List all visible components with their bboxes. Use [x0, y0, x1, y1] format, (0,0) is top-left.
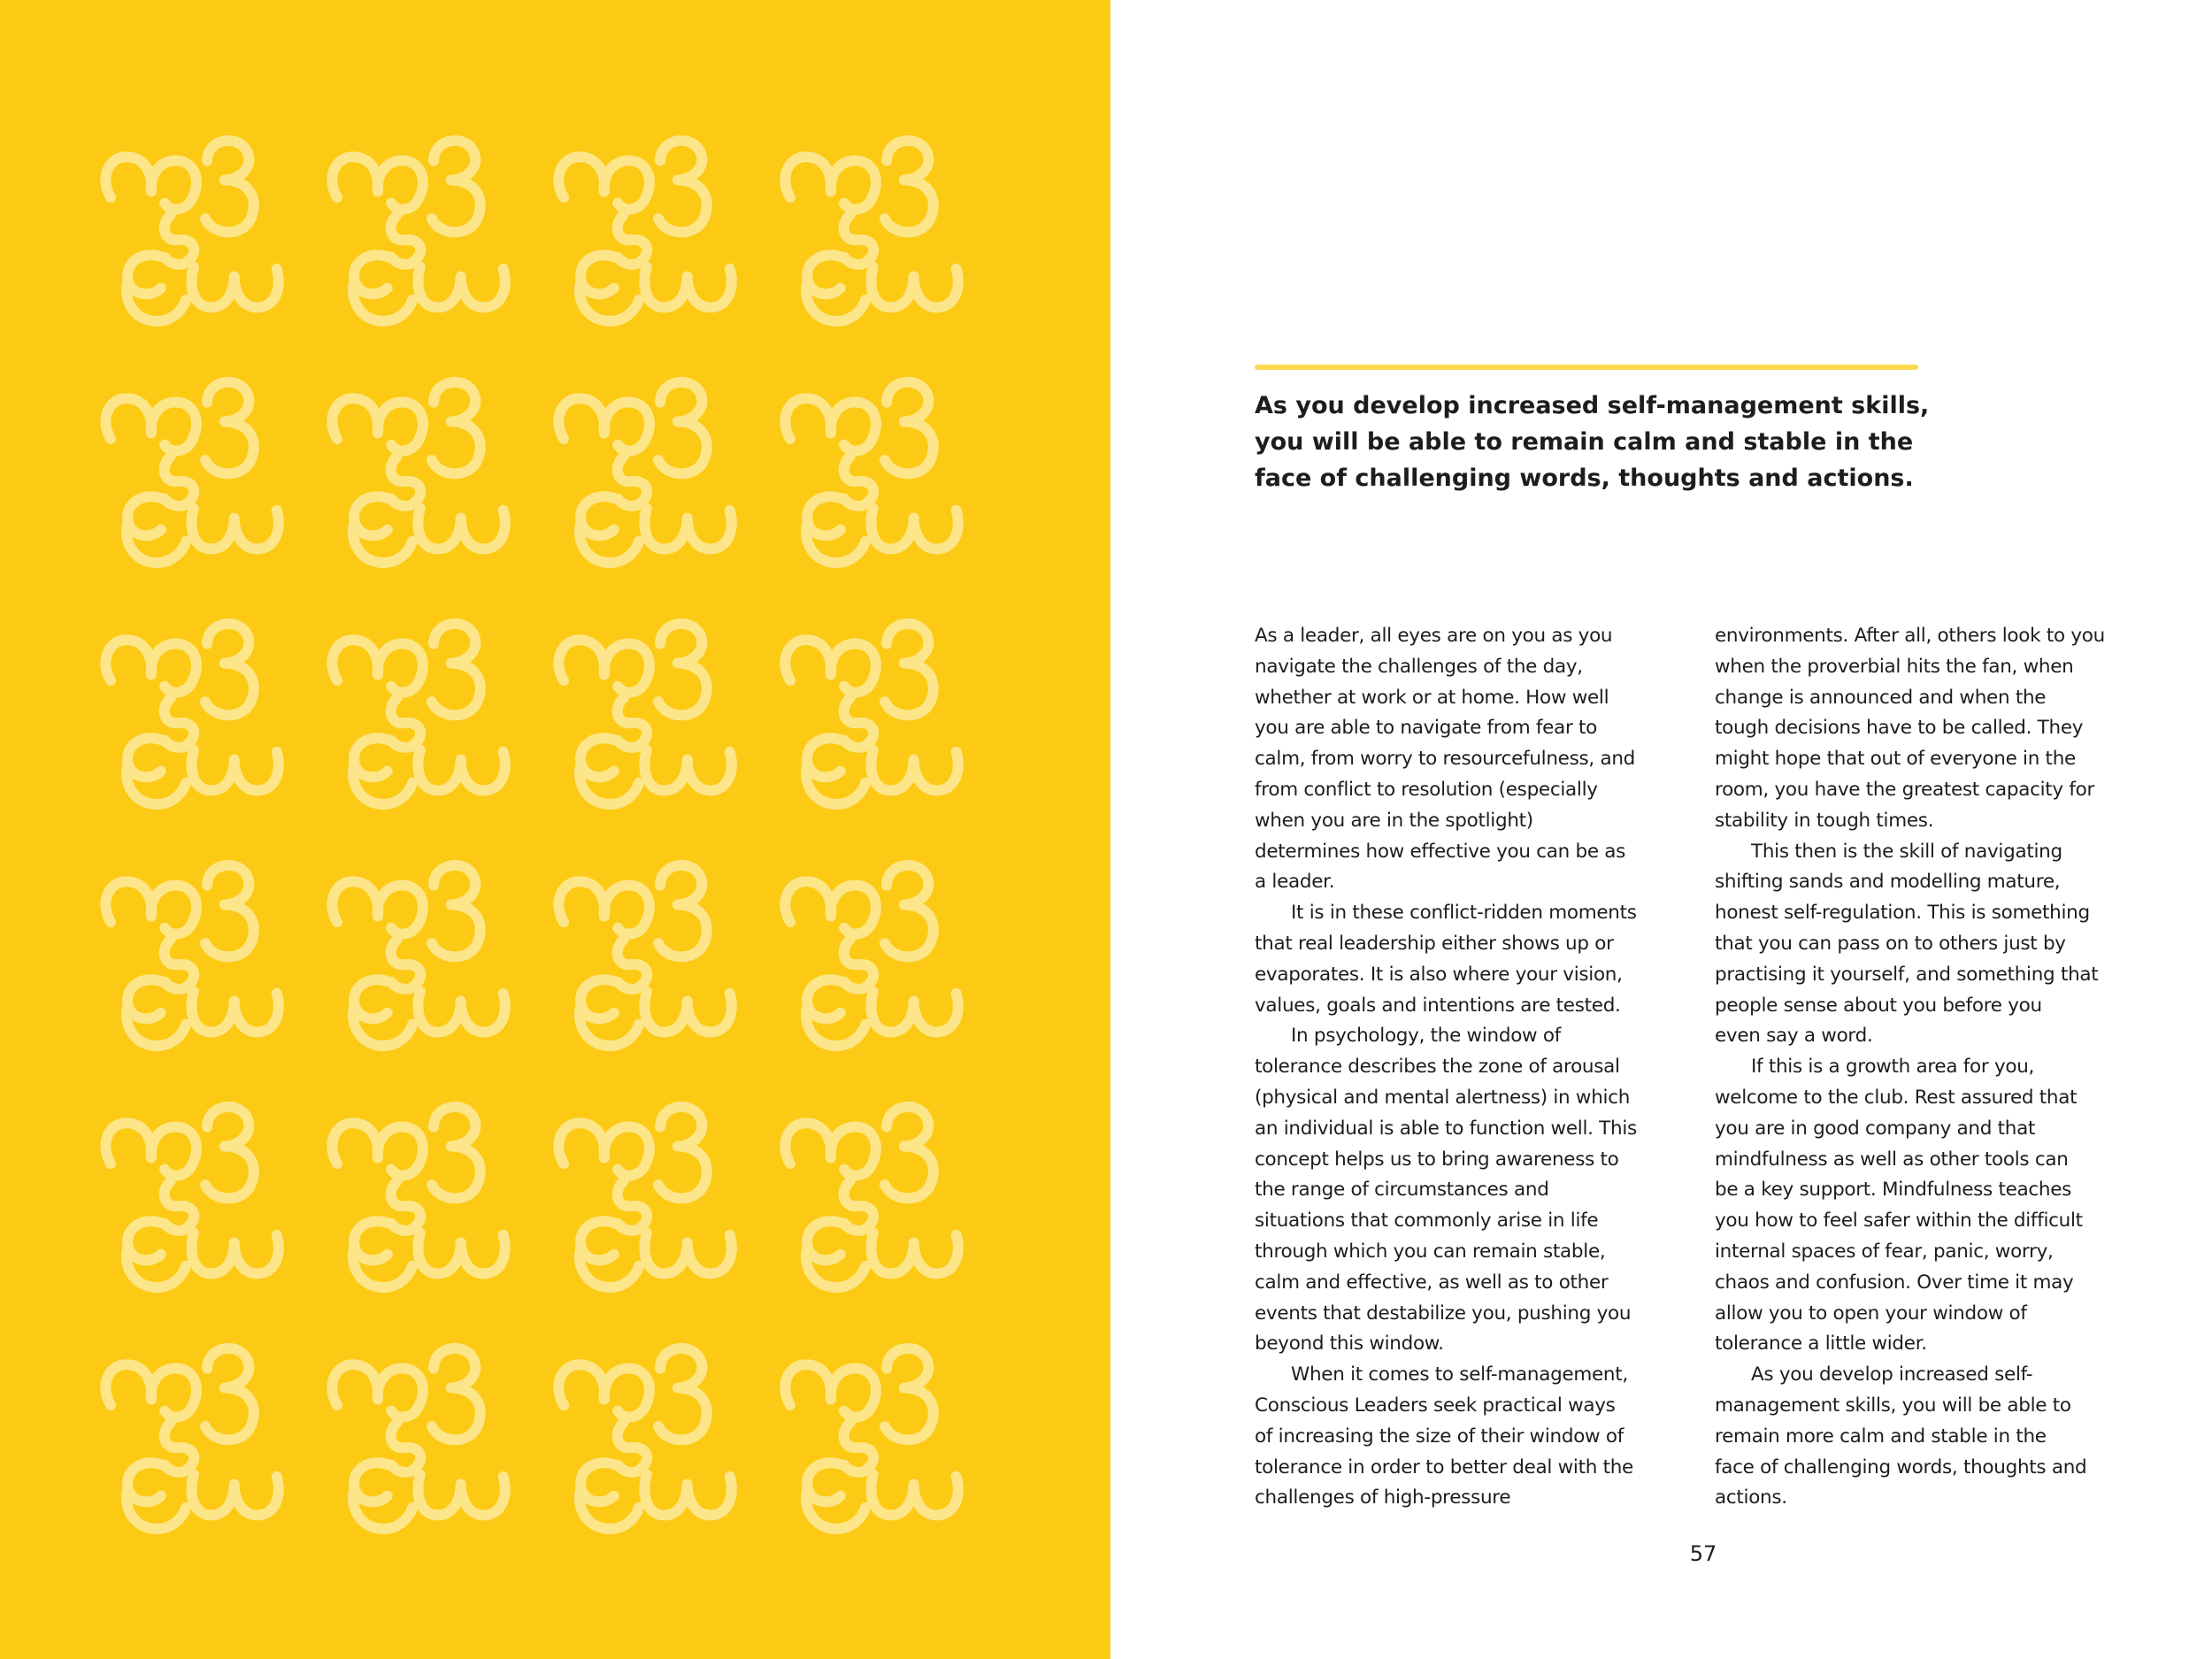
glyph-stroke: [558, 1123, 649, 1175]
glyph-stroke: [332, 1364, 423, 1417]
glyph-stroke: [105, 1123, 196, 1175]
glyph-stroke: [205, 624, 254, 715]
interlocking-glyph-icon: [541, 605, 754, 818]
glyph-stroke: [165, 215, 195, 265]
body-column-right: [1715, 621, 2131, 1514]
text-line: the range of circumstances and: [1255, 1179, 1549, 1202]
glyph-stroke: [432, 141, 480, 232]
interlocking-glyph-icon: [768, 122, 980, 334]
text-line: an individual is able to function well. This: [1255, 1117, 1637, 1140]
interlocking-glyph-icon: [768, 847, 980, 1059]
interlocking-glyph-icon: [88, 1088, 301, 1301]
glyph-stroke: [205, 1348, 254, 1440]
glyph-stroke: [105, 881, 196, 933]
glyph-stroke: [391, 1423, 421, 1472]
glyph-stroke: [191, 509, 278, 549]
glyph-stroke: [871, 1475, 957, 1516]
glyph-stroke: [618, 698, 648, 748]
glyph-stroke: [785, 1364, 876, 1417]
glyph-stroke: [658, 141, 707, 232]
glyph-stroke: [191, 267, 278, 308]
text-line: when you are in the spotlight): [1255, 809, 1533, 832]
paragraph: [1715, 621, 2131, 837]
glyph-stroke: [785, 1123, 876, 1175]
glyph-stroke: [618, 1423, 648, 1472]
text-line: internal spaces of fear, panic, worry,: [1715, 1240, 2054, 1263]
text-line: face of challenging words, thoughts and: [1715, 1455, 2087, 1479]
text-line: events that destabilize you, pushing you: [1255, 1302, 1632, 1325]
interlocking-glyph-icon: [768, 1088, 980, 1301]
text-line: This then is the skill of navigating: [1751, 840, 2062, 863]
text-line: from conflict to resolution (especially: [1255, 778, 1598, 801]
glyph-stroke: [844, 1181, 874, 1231]
interlocking-glyph-icon: [88, 847, 301, 1059]
glyph-stroke: [205, 141, 254, 232]
text-line: you are able to navigate from fear to: [1255, 717, 1598, 740]
glyph-stroke: [205, 865, 254, 956]
paragraph: [1255, 621, 1679, 898]
interlocking-glyph-icon: [768, 605, 980, 818]
text-line: determines how effective you can be as: [1255, 840, 1626, 863]
text-line: you are in good company and that: [1715, 1117, 2036, 1140]
glyph-stroke: [558, 157, 649, 209]
pull-quote-line: face of challenging words, thoughts and actions.: [1255, 465, 1914, 492]
interlocking-glyph-icon: [88, 605, 301, 818]
glyph-stroke: [105, 1364, 196, 1417]
text-line: actions.: [1715, 1486, 1787, 1509]
text-line: tough decisions have to be called. They: [1715, 717, 2084, 740]
glyph-stroke: [844, 457, 874, 506]
glyph-stroke: [558, 1364, 649, 1417]
text-line: When it comes to self-management,: [1291, 1363, 1628, 1386]
text-line: stability in tough times.: [1715, 809, 1934, 832]
glyph-stroke: [618, 1181, 648, 1231]
text-line: beyond this window.: [1255, 1333, 1444, 1356]
glyph-stroke: [644, 750, 731, 791]
interlocking-glyph-icon: [541, 122, 754, 334]
glyph-stroke: [871, 509, 957, 549]
text-line: management skills, you will be able to: [1715, 1394, 2071, 1417]
glyph-stroke: [618, 215, 648, 265]
text-line: If this is a growth area for you,: [1751, 1056, 2035, 1079]
glyph-stroke: [432, 382, 480, 473]
glyph-stroke: [658, 1107, 707, 1198]
text-line: situations that commonly arise in life: [1255, 1210, 1599, 1233]
glyph-stroke: [165, 940, 195, 989]
glyph-stroke: [418, 267, 504, 308]
glyph-stroke: [871, 267, 957, 308]
glyph-stroke: [332, 881, 423, 933]
text-line: that real leadership either shows up or: [1255, 932, 1614, 955]
glyph-stroke: [558, 398, 649, 450]
interlocking-glyph-icon: [88, 1330, 301, 1542]
accent-rule: [1255, 365, 1918, 370]
glyph-stroke: [785, 881, 876, 933]
glyph-stroke: [844, 1423, 874, 1472]
glyph-stroke: [332, 157, 423, 209]
glyph-stroke: [105, 640, 196, 692]
text-line: calm and effective, as well as to other: [1255, 1271, 1609, 1294]
text-line: navigate the challenges of the day,: [1255, 655, 1583, 678]
glyph-stroke: [844, 215, 874, 265]
glyph-stroke: [418, 1233, 504, 1274]
text-line: when the proverbial hits the fan, when: [1715, 655, 2074, 678]
glyph-stroke: [391, 215, 421, 265]
text-line: tolerance describes the zone of arousal: [1255, 1056, 1620, 1079]
glyph-stroke: [785, 640, 876, 692]
paragraph: [1715, 1052, 2131, 1360]
glyph-stroke: [558, 640, 649, 692]
glyph-stroke: [165, 457, 195, 506]
glyph-stroke: [658, 382, 707, 473]
glyph-stroke: [644, 1475, 731, 1516]
text-line: welcome to the club. Rest assured that: [1715, 1086, 2078, 1109]
text-line: As a leader, all eyes are on you as you: [1255, 625, 1613, 647]
glyph-stroke: [432, 1348, 480, 1440]
text-line: evaporates. It is also where your vision,: [1255, 963, 1623, 986]
text-line: of increasing the size of their window of: [1255, 1425, 1624, 1448]
glyph-stroke: [644, 267, 731, 308]
text-line: a leader.: [1255, 871, 1335, 894]
glyph-stroke: [785, 398, 876, 450]
glyph-stroke: [785, 157, 876, 209]
glyph-stroke: [871, 992, 957, 1033]
text-line: practising it yourself, and something that: [1715, 963, 2099, 986]
glyph-stroke: [418, 750, 504, 791]
glyph-stroke: [205, 1107, 254, 1198]
text-line: Conscious Leaders seek practical ways: [1255, 1394, 1616, 1417]
text-line: might hope that out of everyone in the: [1715, 748, 2076, 771]
glyph-stroke: [871, 750, 957, 791]
glyph-stroke: [885, 1107, 933, 1198]
glyph-stroke: [191, 750, 278, 791]
glyph-stroke: [644, 992, 731, 1033]
text-line: through which you can remain stable,: [1255, 1240, 1606, 1263]
glyph-stroke: [871, 1233, 957, 1274]
glyph-stroke: [391, 1181, 421, 1231]
text-line: change is announced and when the: [1715, 686, 2047, 709]
glyph-stroke: [658, 1348, 707, 1440]
interlocking-glyph-icon: [88, 122, 301, 334]
text-line: room, you have the greatest capacity for: [1715, 778, 2095, 801]
glyph-stroke: [658, 865, 707, 956]
glyph-stroke: [844, 698, 874, 748]
paragraph: [1715, 837, 2131, 1053]
glyph-stroke: [165, 1181, 195, 1231]
glyph-stroke: [885, 141, 933, 232]
glyph-stroke: [332, 640, 423, 692]
text-line: chaos and confusion. Over time it may: [1715, 1271, 2074, 1294]
interlocking-glyph-icon: [315, 1088, 527, 1301]
text-line: calm, from worry to resourcefulness, and: [1255, 748, 1635, 771]
text-line: you how to feel safer within the difficult: [1715, 1210, 2083, 1233]
glyph-stroke: [658, 624, 707, 715]
glyph-stroke: [885, 624, 933, 715]
glyph-stroke: [432, 624, 480, 715]
glyph-stroke: [332, 1123, 423, 1175]
glyph-stroke: [618, 457, 648, 506]
interlocking-glyph-icon: [541, 1330, 754, 1542]
glyph-stroke: [418, 509, 504, 549]
text-line: allow you to open your window of: [1715, 1302, 2027, 1325]
text-line: whether at work or at home. How well: [1255, 686, 1609, 709]
glyph-stroke: [191, 1233, 278, 1274]
text-line: tolerance in order to better deal with the: [1255, 1455, 1633, 1479]
pull-quote: [1255, 388, 1945, 496]
page-number: 57: [1689, 1541, 1717, 1566]
glyph-stroke: [885, 382, 933, 473]
interlocking-glyph-icon: [315, 364, 527, 576]
text-line: people sense about you before you: [1715, 994, 2042, 1017]
interlocking-glyph-icon: [315, 122, 527, 334]
body-column-left: [1255, 621, 1679, 1514]
text-line: It is in these conflict-ridden moments: [1291, 902, 1637, 925]
glyph-stroke: [618, 940, 648, 989]
glyph-stroke: [644, 509, 731, 549]
text-line: concept helps us to bring awareness to: [1255, 1148, 1619, 1171]
text-line: even say a word.: [1715, 1025, 1873, 1048]
glyph-stroke: [418, 1475, 504, 1516]
glyph-stroke: [191, 1475, 278, 1516]
interlocking-glyph-icon: [88, 364, 301, 576]
glyph-stroke: [432, 1107, 480, 1198]
text-line: challenges of high-pressure: [1255, 1486, 1511, 1509]
text-line: remain more calm and stable in the: [1715, 1425, 2047, 1448]
glyph-stroke: [644, 1233, 731, 1274]
pull-quote-line: As you develop increased self-management skills,: [1255, 392, 1930, 419]
glyph-stroke: [391, 940, 421, 989]
text-line: shifting sands and modelling mature,: [1715, 871, 2061, 894]
glyph-stroke: [844, 940, 874, 989]
interlocking-glyph-icon: [541, 364, 754, 576]
paragraph: [1255, 1360, 1679, 1514]
glyph-stroke: [205, 382, 254, 473]
glyph-stroke: [165, 1423, 195, 1472]
interlocking-glyph-icon: [768, 1330, 980, 1542]
text-line: tolerance a little wider.: [1715, 1333, 1927, 1356]
text-line: In psychology, the window of: [1291, 1025, 1561, 1048]
paragraph: [1715, 1360, 2131, 1514]
paragraph: [1255, 898, 1679, 1021]
text-line: mindfulness as well as other tools can: [1715, 1148, 2069, 1171]
glyph-stroke: [558, 881, 649, 933]
interlocking-glyph-icon: [541, 1088, 754, 1301]
text-line: environments. After all, others look to you: [1715, 625, 2105, 647]
text-line: honest self-regulation. This is something: [1715, 902, 2090, 925]
interlocking-glyph-icon: [768, 364, 980, 576]
text-line: be a key support. Mindfulness teaches: [1715, 1179, 2072, 1202]
interlocking-glyph-icon: [315, 847, 527, 1059]
pull-quote-line: you will be able to remain calm and stable in the: [1255, 428, 1914, 456]
glyph-stroke: [191, 992, 278, 1033]
glyph-stroke: [105, 398, 196, 450]
text-line: that you can pass on to others just by: [1715, 932, 2066, 955]
paragraph: [1255, 1021, 1679, 1360]
interlocking-glyph-icon: [541, 847, 754, 1059]
glyph-stroke: [165, 698, 195, 748]
glyph-stroke: [391, 698, 421, 748]
glyph-stroke: [332, 398, 423, 450]
text-line: values, goals and intentions are tested.: [1255, 994, 1621, 1017]
glyph-stroke: [391, 457, 421, 506]
text-line: As you develop increased self-: [1751, 1363, 2033, 1386]
glyph-stroke: [418, 992, 504, 1033]
glyph-stroke: [885, 865, 933, 956]
glyph-stroke: [885, 1348, 933, 1440]
glyph-stroke: [105, 157, 196, 209]
text-line: (physical and mental alertness) in which: [1255, 1086, 1631, 1109]
glyph-stroke: [432, 865, 480, 956]
interlocking-glyph-icon: [315, 605, 527, 818]
interlocking-glyph-icon: [315, 1330, 527, 1542]
